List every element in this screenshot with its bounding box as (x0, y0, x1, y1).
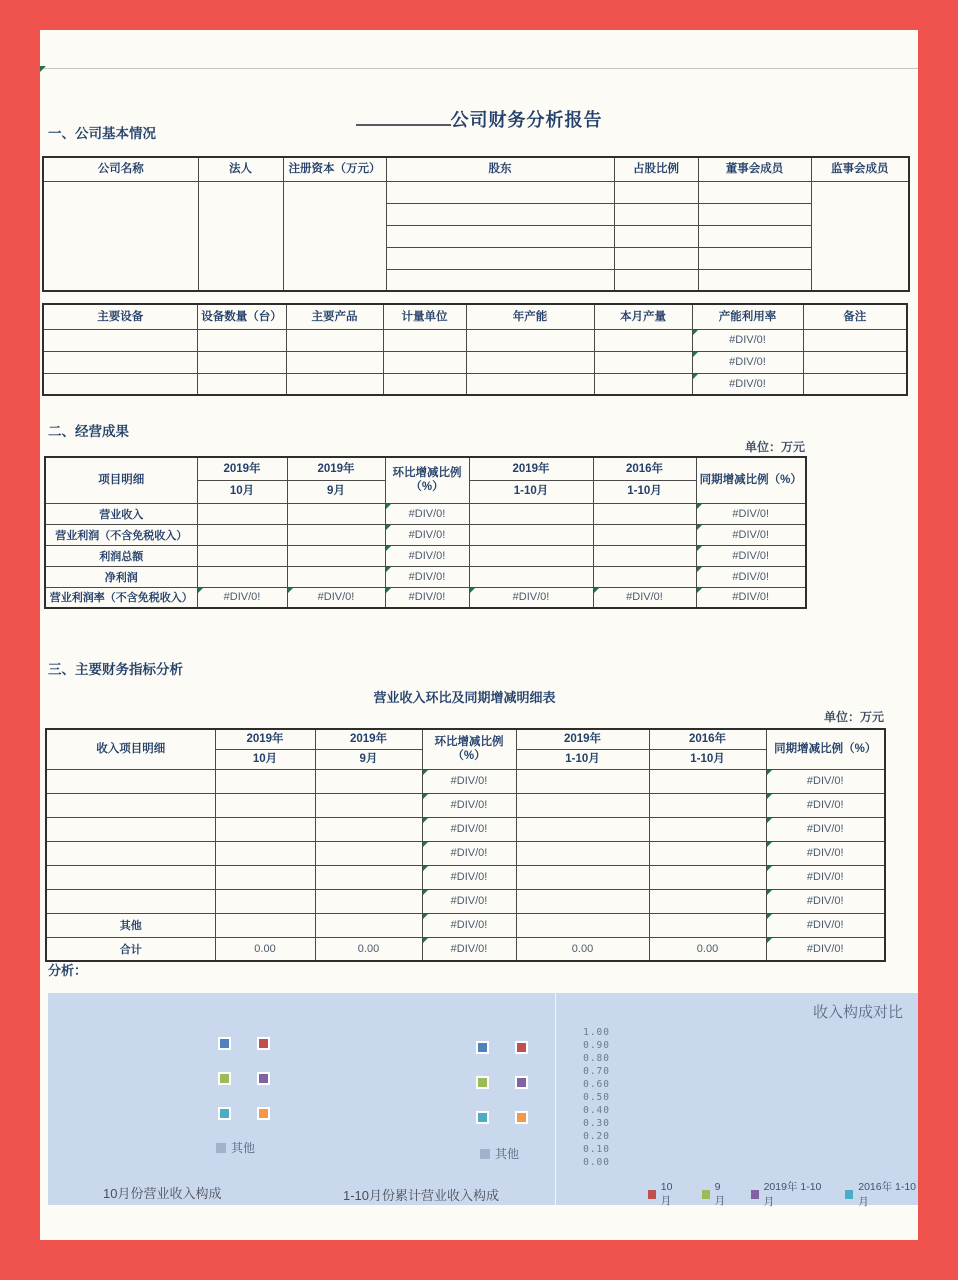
y-tick: 0.50 (583, 1092, 610, 1103)
cell-share-ratio[interactable] (614, 203, 698, 225)
col-header-main-product: 主要产品 (286, 304, 383, 329)
legend-label: 9月 (714, 1180, 726, 1207)
col-header-remarks: 备注 (803, 304, 907, 329)
table-row (45, 503, 806, 524)
col-header-year: 2019年 (197, 457, 287, 480)
legend-entry (648, 1181, 680, 1208)
col-header-year: 2016年 (593, 457, 696, 480)
table-row (46, 817, 885, 841)
table-row (46, 793, 885, 817)
table-row (43, 373, 907, 395)
cell-value[interactable] (215, 817, 315, 841)
cell-equipment[interactable] (43, 329, 197, 351)
cell-value[interactable] (516, 769, 649, 793)
cell-capacity[interactable] (466, 329, 594, 351)
cell-value[interactable] (516, 889, 649, 913)
cell-value[interactable] (593, 524, 696, 545)
table-row (45, 566, 806, 587)
cell-shareholder[interactable] (386, 269, 614, 291)
cell-value[interactable] (593, 545, 696, 566)
other-swatch-icon (480, 1149, 490, 1159)
cell-value[interactable]: #DIV/0! (385, 587, 469, 608)
legend-label: 10月 (660, 1180, 673, 1207)
cell-value[interactable] (516, 865, 649, 889)
cell-share-ratio[interactable] (614, 181, 698, 203)
cell-value[interactable] (215, 889, 315, 913)
cell-count[interactable] (197, 351, 286, 373)
row-label-other[interactable]: 其他 (46, 913, 215, 937)
sheet-top-line (40, 68, 918, 69)
page-title: 公司财务分析报告 (450, 110, 603, 130)
cell-value[interactable] (197, 503, 287, 524)
table-operating-results (44, 456, 807, 609)
cell-capacity[interactable] (466, 351, 594, 373)
section3-heading: 三、主要财务指标分析 (48, 662, 183, 677)
cell-unit[interactable] (383, 351, 466, 373)
col-header-supervisors: 监事会成员 (811, 157, 909, 181)
cell-value[interactable] (649, 769, 766, 793)
cell-registered-capital[interactable] (283, 181, 386, 291)
col-header-month: 1-10月 (469, 480, 593, 503)
legend-entry (845, 1179, 918, 1209)
legend-label: 2019年 1-10月 (763, 1181, 822, 1208)
cell-value[interactable] (516, 913, 649, 937)
other-label: 其他 (231, 1141, 256, 1155)
cell-remarks[interactable] (803, 329, 907, 351)
report-page (40, 30, 918, 1240)
pie2-title: 1-10月份累计营业收入构成 (343, 1188, 500, 1203)
col-header-year: 2019年 (287, 457, 385, 480)
cell-value[interactable] (287, 503, 385, 524)
cell-value[interactable] (197, 524, 287, 545)
col-header-mom-change: 环比增减比例（%） (385, 457, 469, 503)
cell-value[interactable]: #DIV/0! (197, 587, 287, 608)
table-row (43, 329, 907, 351)
col-header-company-name: 公司名称 (43, 157, 198, 181)
cell-value[interactable]: #DIV/0! (696, 566, 806, 587)
cell-value[interactable] (215, 841, 315, 865)
legend-swatch-icon (845, 1190, 853, 1199)
cell-output[interactable] (594, 373, 692, 395)
cell-value[interactable] (215, 769, 315, 793)
cell-utilization[interactable]: #DIV/0! (692, 351, 803, 373)
cell-value[interactable] (287, 566, 385, 587)
table-revenue-detail (45, 728, 886, 962)
cell-value[interactable] (469, 566, 593, 587)
cell-board-member[interactable] (698, 225, 811, 247)
row-label[interactable] (46, 889, 215, 913)
cell-company-name[interactable] (43, 181, 198, 291)
cell-value[interactable] (469, 545, 593, 566)
series-swatch-icon (218, 1072, 231, 1085)
row-label[interactable] (46, 865, 215, 889)
series-swatch-icon (257, 1107, 270, 1120)
col-header-month: 1-10月 (516, 749, 649, 769)
cell-value[interactable]: #DIV/0! (696, 545, 806, 566)
charts-panel (48, 993, 918, 1208)
cell-value[interactable]: #DIV/0! (422, 793, 516, 817)
cell-value[interactable] (315, 817, 422, 841)
table-equipment (42, 303, 908, 396)
cell-value[interactable] (215, 913, 315, 937)
cell-value[interactable]: #DIV/0! (385, 524, 469, 545)
col-header-month: 10月 (215, 749, 315, 769)
title-blank-line (356, 112, 451, 126)
cell-value[interactable]: #DIV/0! (766, 913, 885, 937)
col-header-item: 收入项目明细 (46, 729, 215, 769)
col-header-year: 2019年 (215, 729, 315, 749)
series-swatch-icon (476, 1041, 489, 1054)
cell-legal-person[interactable] (198, 181, 283, 291)
series-swatch-icon (257, 1037, 270, 1050)
bar-chart-title: 收入构成对比 (812, 1004, 903, 1021)
row-label: 营业利润（不含免税收入） (45, 524, 197, 545)
y-tick: 0.20 (583, 1131, 610, 1142)
row-label[interactable] (46, 769, 215, 793)
col-header-month: 9月 (287, 480, 385, 503)
row-label-total: 合计 (46, 937, 215, 961)
cell-value[interactable] (649, 913, 766, 937)
cell-value[interactable] (649, 889, 766, 913)
series-swatch-icon (515, 1111, 528, 1124)
unit-label: 单位：万元 (744, 440, 805, 454)
pie1-legend (218, 1037, 270, 1120)
cell-total-value[interactable]: 0.00 (315, 937, 422, 961)
col-header-yoy-change: 同期增减比例（%） (766, 729, 885, 769)
pie2-legend (476, 1041, 528, 1124)
col-header-shareholders: 股东 (386, 157, 614, 181)
col-header-yoy-change: 同期增减比例（%） (696, 457, 806, 503)
bar-chart-y-axis (568, 1026, 610, 1169)
col-header-registered-capital: 注册资本（万元） (283, 157, 386, 181)
col-header-share-ratio: 占股比例 (614, 157, 698, 181)
legend-swatch-icon (648, 1190, 656, 1199)
legend-swatch-icon (702, 1190, 710, 1199)
col-header-equipment-count: 设备数量（台） (197, 304, 286, 329)
cell-value[interactable] (516, 817, 649, 841)
report-title-row (40, 106, 918, 132)
legend-swatch-icon (751, 1190, 759, 1199)
cell-board-member[interactable] (698, 269, 811, 291)
cell-value[interactable] (649, 817, 766, 841)
y-tick: 0.00 (583, 1157, 610, 1168)
col-header-annual-capacity: 年产能 (466, 304, 594, 329)
table-row (46, 841, 885, 865)
col-header-month: 9月 (315, 749, 422, 769)
other-swatch-icon (216, 1143, 226, 1153)
cell-value[interactable] (516, 793, 649, 817)
cell-shareholder[interactable] (386, 203, 614, 225)
cell-output[interactable] (594, 351, 692, 373)
cell-supervisor[interactable] (811, 181, 909, 291)
bar-chart-legend (648, 1179, 918, 1209)
cell-value[interactable]: #DIV/0! (422, 841, 516, 865)
pie1-title: 10月份营业收入构成 (103, 1186, 222, 1201)
cell-utilization[interactable]: #DIV/0! (692, 329, 803, 351)
cell-value[interactable]: #DIV/0! (287, 587, 385, 608)
cell-total-value[interactable]: #DIV/0! (766, 937, 885, 961)
cell-value[interactable] (469, 503, 593, 524)
table-row (46, 913, 885, 937)
y-tick: 0.10 (583, 1144, 610, 1155)
series-swatch-icon (218, 1107, 231, 1120)
series-swatch-icon (476, 1111, 489, 1124)
cell-value[interactable]: #DIV/0! (766, 769, 885, 793)
cell-total-value[interactable]: 0.00 (649, 937, 766, 961)
cell-value[interactable] (197, 566, 287, 587)
cell-value[interactable]: #DIV/0! (766, 817, 885, 841)
cell-total-value[interactable]: 0.00 (215, 937, 315, 961)
cell-unit[interactable] (383, 373, 466, 395)
cell-value[interactable] (315, 889, 422, 913)
col-header-month-output: 本月产量 (594, 304, 692, 329)
cell-value[interactable] (315, 793, 422, 817)
cell-count[interactable] (197, 329, 286, 351)
cell-value[interactable]: #DIV/0! (696, 587, 806, 608)
table-row (45, 545, 806, 566)
cell-value[interactable]: #DIV/0! (696, 524, 806, 545)
series-swatch-icon (218, 1037, 231, 1050)
cell-value[interactable] (649, 841, 766, 865)
cell-equipment[interactable] (43, 373, 197, 395)
series-swatch-icon (476, 1076, 489, 1089)
table-row (46, 937, 885, 961)
cell-value[interactable] (197, 545, 287, 566)
series-swatch-icon (515, 1076, 528, 1089)
analysis-label: 分析： (48, 963, 88, 978)
section2-heading: 二、经营成果 (48, 424, 129, 439)
other-label: 其他 (495, 1147, 520, 1161)
cell-value[interactable] (649, 865, 766, 889)
cell-value[interactable]: #DIV/0! (422, 889, 516, 913)
legend-entry (751, 1179, 824, 1209)
cell-board-member[interactable] (698, 247, 811, 269)
legend-label: 2016年 1-10月 (858, 1181, 917, 1208)
pie1-other-legend (216, 1139, 255, 1156)
col-header-legal-person: 法人 (198, 157, 283, 181)
cell-value[interactable] (215, 865, 315, 889)
cell-value[interactable]: #DIV/0! (422, 913, 516, 937)
cell-value[interactable]: #DIV/0! (696, 503, 806, 524)
cell-unit[interactable] (383, 329, 466, 351)
cell-shareholder[interactable] (386, 225, 614, 247)
cell-board-member[interactable] (698, 181, 811, 203)
table-row (45, 524, 806, 545)
cell-count[interactable] (197, 373, 286, 395)
table-row (46, 865, 885, 889)
cell-shareholder[interactable] (386, 181, 614, 203)
row-label: 净利润 (45, 566, 197, 587)
cell-value[interactable]: #DIV/0! (422, 769, 516, 793)
cell-capacity[interactable] (466, 373, 594, 395)
cell-board-member[interactable] (698, 203, 811, 225)
error-corner-icon (40, 66, 46, 72)
table-row (46, 729, 885, 749)
row-label: 营业利润率（不含免税收入） (45, 587, 197, 608)
revenue-table-title: 营业收入环比及同期增减明细表 (373, 690, 556, 705)
chart-panel-divider (555, 993, 556, 1205)
cell-value[interactable] (593, 566, 696, 587)
row-label[interactable] (46, 817, 215, 841)
table-row (45, 587, 806, 608)
cell-share-ratio[interactable] (614, 225, 698, 247)
table-company (42, 156, 910, 292)
cell-utilization[interactable]: #DIV/0! (692, 373, 803, 395)
row-label: 营业收入 (45, 503, 197, 524)
cell-value[interactable]: #DIV/0! (766, 841, 885, 865)
cell-value[interactable]: #DIV/0! (766, 793, 885, 817)
cell-remarks[interactable] (803, 351, 907, 373)
col-header-year: 2019年 (469, 457, 593, 480)
col-header-month: 1-10月 (593, 480, 696, 503)
y-tick: 0.90 (583, 1040, 610, 1051)
col-header-main-equipment: 主要设备 (43, 304, 197, 329)
section1-heading: 一、公司基本情况 (48, 126, 156, 141)
cell-value[interactable] (315, 841, 422, 865)
table-row (43, 304, 907, 329)
cell-equipment[interactable] (43, 351, 197, 373)
cell-value[interactable]: #DIV/0! (766, 865, 885, 889)
y-tick: 1.00 (583, 1027, 610, 1038)
cell-value[interactable] (315, 865, 422, 889)
cell-value[interactable]: #DIV/0! (422, 865, 516, 889)
cell-value[interactable] (215, 793, 315, 817)
cell-share-ratio[interactable] (614, 247, 698, 269)
col-header-year: 2016年 (649, 729, 766, 749)
cell-value[interactable]: #DIV/0! (385, 503, 469, 524)
cell-value[interactable]: #DIV/0! (766, 889, 885, 913)
cell-value[interactable]: #DIV/0! (593, 587, 696, 608)
row-label[interactable] (46, 793, 215, 817)
pie2-other-legend (480, 1145, 519, 1162)
unit-label: 单位：万元 (823, 710, 884, 724)
y-tick: 0.60 (583, 1079, 610, 1090)
col-header-item: 项目明细 (45, 457, 197, 503)
table-row (46, 889, 885, 913)
cell-shareholder[interactable] (386, 247, 614, 269)
table-row (43, 157, 909, 181)
cell-value[interactable] (287, 545, 385, 566)
cell-value[interactable]: #DIV/0! (422, 817, 516, 841)
row-label[interactable] (46, 841, 215, 865)
y-tick: 0.40 (583, 1105, 610, 1116)
col-header-month: 10月 (197, 480, 287, 503)
series-swatch-icon (515, 1041, 528, 1054)
col-header-board-members: 董事会成员 (698, 157, 811, 181)
cell-value[interactable]: #DIV/0! (385, 545, 469, 566)
col-header-year: 2019年 (516, 729, 649, 749)
series-swatch-icon (257, 1072, 270, 1085)
cell-value[interactable] (287, 524, 385, 545)
col-header-month: 1-10月 (649, 749, 766, 769)
table-row (43, 181, 909, 203)
col-header-unit-of-measure: 计量单位 (383, 304, 466, 329)
cell-value[interactable]: #DIV/0! (469, 587, 593, 608)
cell-value[interactable] (649, 793, 766, 817)
table-row (43, 351, 907, 373)
cell-output[interactable] (594, 329, 692, 351)
cell-value[interactable] (593, 503, 696, 524)
cell-product[interactable] (286, 373, 383, 395)
y-tick: 0.70 (583, 1066, 610, 1077)
cell-value[interactable] (516, 841, 649, 865)
cell-value[interactable] (469, 524, 593, 545)
table-row (45, 457, 806, 480)
cell-product[interactable] (286, 329, 383, 351)
y-tick: 0.30 (583, 1118, 610, 1129)
cell-total-value[interactable]: 0.00 (516, 937, 649, 961)
cell-total-value[interactable]: #DIV/0! (422, 937, 516, 961)
col-header-mom-change: 环比增减比例（%） (422, 729, 516, 769)
col-header-capacity-utilization: 产能利用率 (692, 304, 803, 329)
legend-entry (702, 1181, 729, 1208)
cell-value[interactable] (315, 769, 422, 793)
col-header-year: 2019年 (315, 729, 422, 749)
cell-remarks[interactable] (803, 373, 907, 395)
cell-product[interactable] (286, 351, 383, 373)
cell-value[interactable] (315, 913, 422, 937)
cell-share-ratio[interactable] (614, 269, 698, 291)
table-row (46, 769, 885, 793)
cell-value[interactable]: #DIV/0! (385, 566, 469, 587)
y-tick: 0.80 (583, 1053, 610, 1064)
row-label: 利润总额 (45, 545, 197, 566)
